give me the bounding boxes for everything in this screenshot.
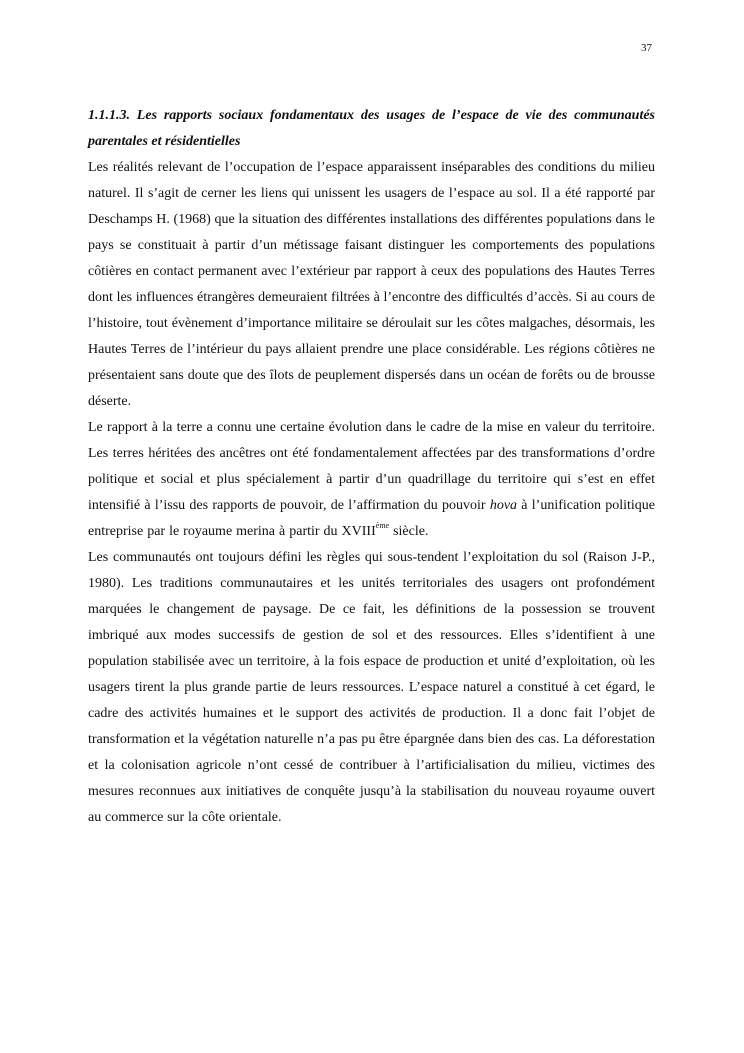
paragraph-1: Les réalités relevant de l’occupation de l’espace apparaissent inséparables des conditions du milieu naturel. Il s’agit de cerner les liens qui unissent les usagers de l’espace au sol. Il a été rapporté par Deschamps H. (1968) que la situation des différentes installations des différentes populations dans le pays se constituait à partir d’un métissage faisant distinguer les comportements des populations côtières en contact permanent avec l’extérieur par rapport à ceux des populations des Hautes Terres dont les influences étrangères demeuraient filtrées à l’encontre des difficultés d’accès. Si au cours de l’histoire, tout évènement d’importance militaire se déroulait sur les côtes malgaches, désormais, les Hautes Terres de l’intérieur du pays allaient prendre une place considérable. Les régions côtières ne présentaient sans doute que des îlots de peuplement dispersés dans un océan de forêts ou de brousse déserte. bbox=[88, 160, 655, 409]
paragraph-2-text-end: siècle. bbox=[389, 524, 429, 539]
section-heading: 1.1.1.3. Les rapports sociaux fondamentaux des usages de l’espace de vie des communautés parentales et résidentielles bbox=[88, 108, 655, 149]
century-superscript: ème bbox=[375, 521, 390, 530]
italic-term-hova: hova bbox=[489, 498, 518, 513]
paragraph-3: Les communautés ont toujours défini les règles qui sous-tendent l’exploitation du sol (Raison J-P., 1980). Les traditions communautaires et les unités territoriales des usagers ont profondément marquées le changement de paysage. De ce fait, les définitions de la possession se trouvent imbriqué aux modes successifs de gestion de sol et des ressources. Elles s’identifient à une population stabilisée avec un territoire, à la fois espace de production et unité d’exploitation, où les usagers tirent la plus grande partie de leurs ressources. L’espace naturel a constitué à cet égard, le cadre des activités humaines et le support des activités de production. Il a donc fait l’objet de transformation et la végétation naturelle n’a pas pu être épargnée dans bien des cas. La déforestation et la colonisation agricole n’ont cessé de contribuer à l’artificialisation du milieu, victimes des mesures reconnues aux initiatives de conquête jusqu’à la stabilisation du nouveau royaume ouvert au commerce sur la côte orientale. bbox=[88, 550, 655, 825]
document-body bbox=[88, 103, 655, 831]
paragraph-2-text-middle: à l’unification politique entreprise par le royaume merina à partir du XVIII bbox=[88, 498, 656, 539]
paragraph-2 bbox=[88, 415, 655, 545]
page-number: 37 bbox=[641, 42, 652, 54]
paragraph-2-text-start: Le rapport à la terre a connu une certaine évolution dans le cadre de la mise en valeur du territoire. Les terres héritées des ancêtres ont été fondamentalement affectées par des transformations d’ordre politique et social et plus spécialement à partir d’un quadrillage du territoire qui s’est en effet intensifié à l’issu des rapports de pouvoir, de l’affirmation du pouvoir bbox=[88, 420, 655, 513]
